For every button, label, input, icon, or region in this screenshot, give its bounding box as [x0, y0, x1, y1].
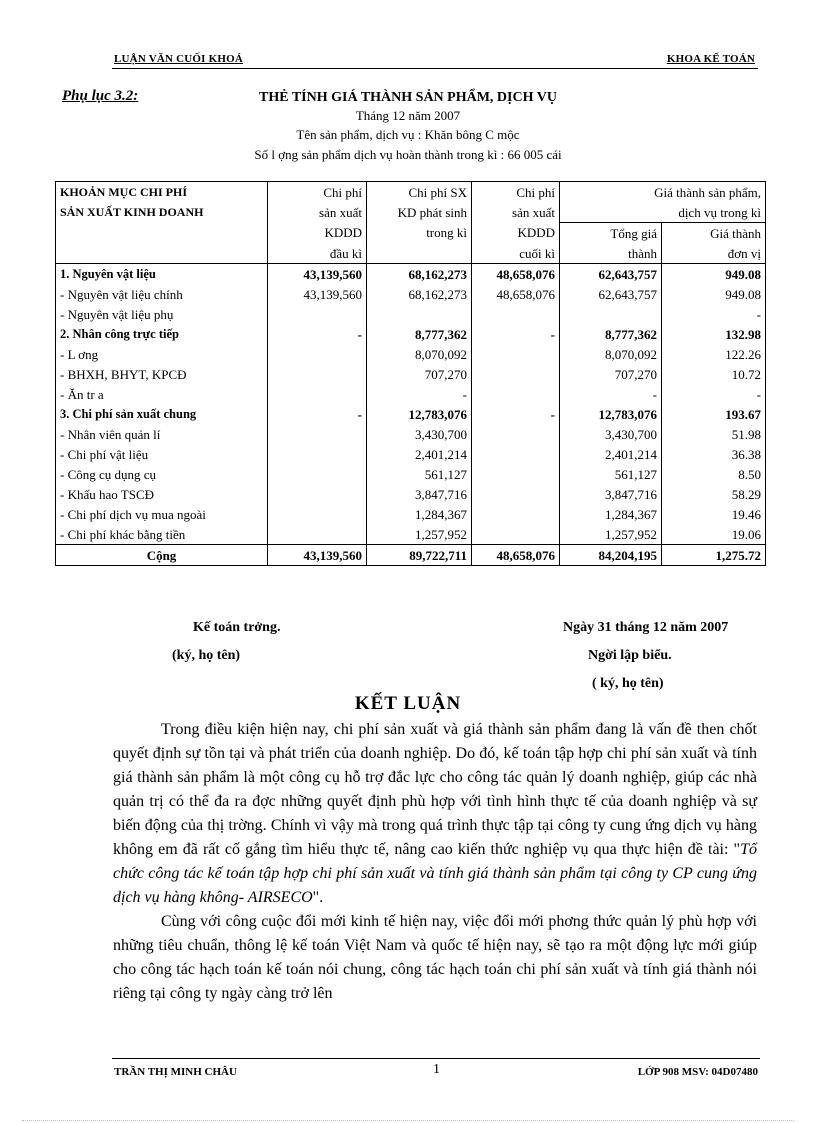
- cell-unit: 51.98: [662, 424, 766, 444]
- cell-opening: 43,139,560: [268, 264, 367, 285]
- cell-opening: -: [268, 404, 367, 424]
- total-total-cost: 84,204,195: [560, 545, 662, 566]
- cell-closing: [472, 344, 560, 364]
- cell-unit: 193.67: [662, 404, 766, 424]
- header-opening-4: đầu kì: [268, 243, 367, 264]
- cell-total: 62,643,757: [560, 264, 662, 285]
- cell-total: 62,643,757: [560, 284, 662, 304]
- cell-total: 1,284,367: [560, 504, 662, 524]
- cell-label: 2. Nhân công trực tiếp: [56, 324, 268, 344]
- cell-label: - Công cụ dụng cụ: [56, 464, 268, 484]
- table-row: [56, 524, 766, 545]
- cell-total: 8,777,362: [560, 324, 662, 344]
- cell-incurred: 3,430,700: [367, 424, 472, 444]
- cell-incurred: 1,284,367: [367, 504, 472, 524]
- period: Tháng 12 năm 2007: [355, 108, 461, 123]
- header-cost-group-2: dịch vụ trong kì: [560, 202, 766, 223]
- cell-unit: 132.98: [662, 324, 766, 344]
- table-row: [56, 444, 766, 464]
- cell-incurred: 1,257,952: [367, 524, 472, 545]
- header-opening-1: Chi phí: [268, 182, 367, 203]
- cell-opening: 43,139,560: [268, 284, 367, 304]
- cell-unit: 122.26: [662, 344, 766, 364]
- table-row: [56, 484, 766, 504]
- footer-class: LỚP 908 MSV: 04D07480: [637, 1066, 758, 1078]
- signature-right-sub: ( ký, họ tên): [592, 676, 664, 691]
- header-unit-cost-1: Giá thành: [662, 223, 766, 244]
- cell-unit: -: [662, 384, 766, 404]
- header-unit-cost-2: đơn vị: [662, 243, 766, 264]
- header-closing-1: Chi phí: [472, 182, 560, 203]
- cell-opening: [268, 304, 367, 324]
- completed-quantity: Số l ợng sản phẩm dịch vụ hoàn thành trong kì : 66 005 cái: [254, 147, 562, 162]
- conclusion-paragraph-1: Trong điều kiện hiện nay, chi phí sản xuất và giá thành sản phẩm đang là vấn đề then chốt quyết định sự tồn tại và phát triển của doanh nghiệp. Do đó, kế toán tập hợp chi phí sản xuất và tính giá thành sản phẩm là một công cụ hỗ trợ đắc lực cho công tác quản lý doanh nghiệp, giúp các nhà quản trị có thể đa ra đợc những quyết định phù hợp với tình hình thực tế của doanh nghiệp và sự biến động của thị trờng. Chính vì vậy mà trong quá trình thực tập tại công ty cung ứng dịch vụ hàng không em đã rất cố gắng tìm hiểu thực tế, nâng cao kiến thức nghiệp vụ qua thực hiện đề tài: "Tổ chức công tác kế toán tập hợp chi phí sản xuất và tính giá thành sản phẩm tại công ty CP cung ứng dịch vụ hàng không- AIRSECO".: [113, 721, 757, 906]
- cell-unit: 19.46: [662, 504, 766, 524]
- header-incurred-3: trong kì: [367, 223, 472, 244]
- cell-label: - Khấu hao TSCĐ: [56, 484, 268, 504]
- table-row: [56, 464, 766, 484]
- total-row: [56, 545, 766, 566]
- running-header-left: LUẬN VĂN CUỐI KHOÁ: [114, 53, 243, 65]
- table-row: [56, 304, 766, 324]
- cell-total: 1,257,952: [560, 524, 662, 545]
- cell-unit: 8.50: [662, 464, 766, 484]
- table-row: [56, 264, 766, 285]
- cell-closing: [472, 424, 560, 444]
- cell-label: - Chi phí khác bằng tiền: [56, 524, 268, 545]
- cell-closing: [472, 364, 560, 384]
- header-total-cost-1: Tổng giá: [560, 223, 662, 244]
- cell-opening: -: [268, 324, 367, 344]
- header-incurred-1: Chi phí SX: [367, 182, 472, 203]
- header-item-line2: SẢN XUẤT KINH DOANH: [56, 202, 268, 223]
- table-row: [56, 424, 766, 444]
- total-unit-cost: 1,275.72: [662, 545, 766, 566]
- cell-label: 1. Nguyên vật liệu: [56, 264, 268, 285]
- cell-label: - Nhân viên quản lí: [56, 424, 268, 444]
- total-opening: 43,139,560: [268, 545, 367, 566]
- table-row: [56, 324, 766, 344]
- cell-closing: [472, 444, 560, 464]
- cell-total: 707,270: [560, 364, 662, 384]
- cell-incurred: 2,401,214: [367, 444, 472, 464]
- cell-unit: 949.08: [662, 284, 766, 304]
- cell-label: - Chi phí dịch vụ mua ngoài: [56, 504, 268, 524]
- header-opening-3: KDDD: [268, 223, 367, 244]
- conclusion-heading: KẾT LUẬN: [354, 693, 462, 714]
- cell-opening: [268, 464, 367, 484]
- header-closing-4: cuối kì: [472, 243, 560, 264]
- cell-closing: 48,658,076: [472, 284, 560, 304]
- page-number: 1: [433, 1062, 440, 1077]
- table-row: [56, 344, 766, 364]
- cell-opening: [268, 524, 367, 545]
- appendix-label: Phụ lục 3.2:: [62, 88, 139, 104]
- cell-closing: [472, 524, 560, 545]
- header-closing-3: KDDD: [472, 223, 560, 244]
- thesis-topic: Tổ chức công tác kế toán tập hợp chi phí sản xuất và tính giá thành sản phẩm tại công ty CP cung ứng dịch vụ hàng không- AIRSECO: [113, 841, 757, 906]
- header-total-cost-2: thành: [560, 243, 662, 264]
- cell-total: 3,430,700: [560, 424, 662, 444]
- cell-total: 8,070,092: [560, 344, 662, 364]
- page-title: THẺ TÍNH GIÁ THÀNH SẢN PHẨM, DỊCH VỤ: [259, 90, 557, 105]
- header-opening-2: sản xuất: [268, 202, 367, 223]
- signature-left-title: Kế toán trởng.: [193, 620, 281, 635]
- cell-label: - Nguyên vật liệu chính: [56, 284, 268, 304]
- cell-opening: [268, 344, 367, 364]
- table-row: [56, 364, 766, 384]
- cell-incurred: -: [367, 384, 472, 404]
- cell-label: - Chi phí vật liệu: [56, 444, 268, 464]
- cell-unit: 36.38: [662, 444, 766, 464]
- cell-unit: 19.06: [662, 524, 766, 545]
- cell-opening: [268, 444, 367, 464]
- cell-unit: 58.29: [662, 484, 766, 504]
- cell-closing: -: [472, 404, 560, 424]
- running-header-right: KHOA KẾ TOÁN: [666, 53, 755, 65]
- cell-total: 561,127: [560, 464, 662, 484]
- cell-closing: 48,658,076: [472, 264, 560, 285]
- cell-unit: 949.08: [662, 264, 766, 285]
- cell-closing: [472, 304, 560, 324]
- header-item-line1: KHOẢN MỤC CHI PHÍ: [56, 182, 268, 203]
- table-body: [56, 264, 766, 545]
- cell-opening: [268, 424, 367, 444]
- cell-label: - Nguyên vật liệu phụ: [56, 304, 268, 324]
- cell-label: - Ăn tr a: [56, 384, 268, 404]
- total-closing: 48,658,076: [472, 545, 560, 566]
- cell-total: 12,783,076: [560, 404, 662, 424]
- cell-incurred: 707,270: [367, 364, 472, 384]
- cell-incurred: 8,777,362: [367, 324, 472, 344]
- cell-opening: [268, 484, 367, 504]
- table-row: [56, 404, 766, 424]
- cell-total: 3,847,716: [560, 484, 662, 504]
- conclusion-paragraph-2: Cùng với công cuộc đổi mới kinh tế hiện nay, việc đổi mới phơng thức quản lý phù hợp với những tiêu chuẩn, thông lệ kế toán Việt Nam và quốc tế hiện nay, sẽ tạo ra một động lực mới giúp cho công tác hạch toán kế toán nói chung, công tác hạch toán chi phí sản xuất và tính giá thành nói riêng tại công ty ngày càng trở lên: [113, 913, 757, 1002]
- signature-left-sub: (ký, họ tên): [172, 648, 241, 663]
- header-cost-group-1: Giá thành sản phẩm,: [560, 182, 766, 203]
- cell-incurred: 3,847,716: [367, 484, 472, 504]
- cell-total: -: [560, 384, 662, 404]
- header-incurred-2: KD phát sinh: [367, 202, 472, 223]
- signature-date: Ngày 31 tháng 12 năm 2007: [563, 620, 729, 635]
- cell-incurred: 12,783,076: [367, 404, 472, 424]
- cell-incurred: 561,127: [367, 464, 472, 484]
- table-row: [56, 284, 766, 304]
- cell-opening: [268, 364, 367, 384]
- cell-unit: -: [662, 304, 766, 324]
- table-header: [56, 182, 766, 264]
- cell-closing: [472, 384, 560, 404]
- table-total: [56, 545, 766, 566]
- cell-total: [560, 304, 662, 324]
- cell-opening: [268, 384, 367, 404]
- footer-author: TRẦN THỊ MINH CHÂU: [114, 1066, 237, 1078]
- cell-incurred: 68,162,273: [367, 284, 472, 304]
- header-rule: [112, 68, 758, 69]
- cell-closing: [472, 504, 560, 524]
- cell-incurred: 8,070,092: [367, 344, 472, 364]
- header-closing-2: sản xuất: [472, 202, 560, 223]
- cell-incurred: [367, 304, 472, 324]
- cell-opening: [268, 504, 367, 524]
- total-incurred: 89,722,711: [367, 545, 472, 566]
- cell-unit: 10.72: [662, 364, 766, 384]
- cell-closing: -: [472, 324, 560, 344]
- conclusion-body: [113, 718, 757, 1006]
- cell-incurred: 68,162,273: [367, 264, 472, 285]
- total-label: Cộng: [56, 545, 268, 566]
- cost-table: [55, 181, 766, 566]
- cell-label: - L ơng: [56, 344, 268, 364]
- cell-label: 3. Chi phí sản xuất chung: [56, 404, 268, 424]
- signature-right-title: Ngời lập biểu.: [588, 648, 672, 663]
- cell-label: - BHXH, BHYT, KPCĐ: [56, 364, 268, 384]
- cell-closing: [472, 464, 560, 484]
- cell-closing: [472, 484, 560, 504]
- footer-rule: [112, 1058, 760, 1059]
- product-name: Tên sản phẩm, dịch vụ : Khăn bông C mộc: [296, 127, 520, 142]
- page-edge: [22, 1120, 794, 1121]
- cell-total: 2,401,214: [560, 444, 662, 464]
- table-row: [56, 504, 766, 524]
- table-row: [56, 384, 766, 404]
